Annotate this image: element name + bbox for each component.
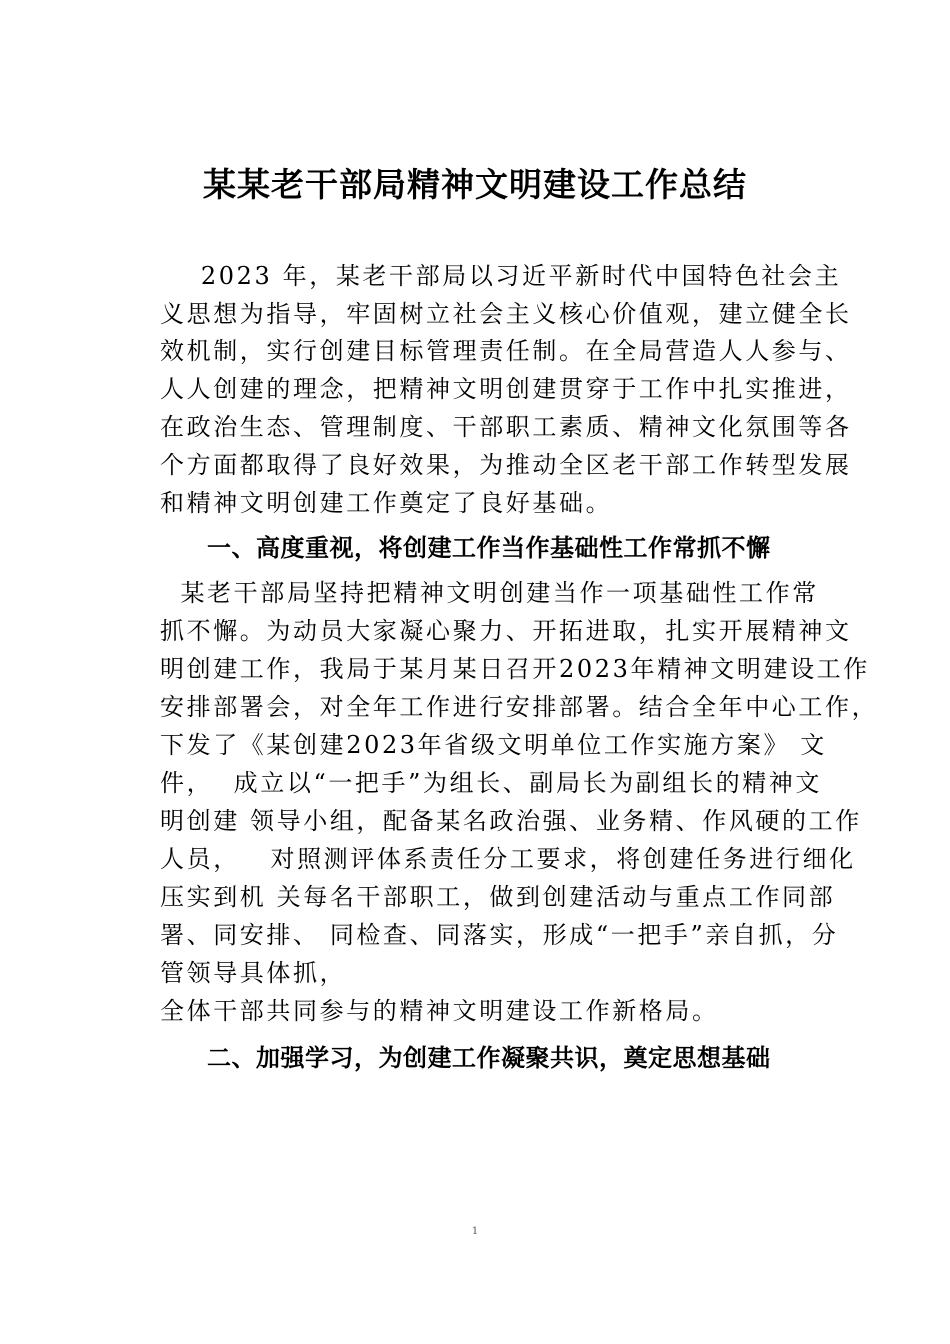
- page-number: 1: [471, 1226, 479, 1237]
- paragraph-line: 效机制，实行创建目标管理责任制。在全局营造人人参与、: [160, 337, 852, 365]
- paragraph-line: 件， 成立以“一把手”为组长、副局长为副组长的精神文: [160, 769, 822, 797]
- paragraph-line: 安排部署会，对全年工作进行安排部署。结合全年中心工作，: [160, 693, 879, 721]
- paragraph-line: 在政治生态、管理制度、干部职工素质、精神文化氛围等各: [160, 413, 852, 441]
- paragraph-line: 明创建 领导小组，配备某名政治强、业务精、作风硬的工作: [160, 807, 862, 835]
- paragraph-line: 管领导具体抓，: [160, 959, 347, 987]
- paragraph-line: 和精神文明创建工作奠定了良好基础。: [160, 489, 613, 517]
- paragraph-line: 署、同安排、 同检查、同落实，形成“一把手”亲自抓，分: [160, 921, 839, 949]
- document-title: 某某老干部局精神文明建设工作总结: [203, 165, 747, 204]
- paragraph-line: 抓不懈。为动员大家凝心聚力、开拓进取，扎实开展精神文: [160, 617, 852, 645]
- section-heading-1: 一、高度重视，将创建工作当作基础性工作常抓不懈: [207, 534, 771, 562]
- paragraph-line: 义思想为指导，牢固树立社会主义核心价值观，建立健全长: [160, 300, 852, 328]
- paragraph-line: 压实到机 关每名干部职工，做到创建活动与重点工作同部: [160, 883, 836, 911]
- paragraph-line: 某老干部局坚持把精神文明创建当作一项基础性工作常: [160, 579, 819, 607]
- paragraph-line: 明创建工作，我局于某月某日召开2023年精神文明建设工作: [160, 655, 870, 683]
- section-heading-2: 二、加强学习，为创建工作凝聚共识，奠定思想基础: [207, 1044, 771, 1072]
- paragraph-line: 人员， 对照测评体系责任分工要求，将创建任务进行细化: [160, 845, 856, 873]
- paragraph-line: 全体干部共同参与的精神文明建设工作新格局。: [160, 997, 719, 1025]
- paragraph-line: 下发了《某创建2023年省级文明单位工作实施方案》 文: [160, 731, 827, 759]
- paragraph-line: 个方面都取得了良好效果，为推动全区老干部工作转型发展: [160, 451, 852, 479]
- paragraph-line: 2023 年，某老干部局以习近平新时代中国特色社会主: [160, 262, 842, 290]
- paragraph-line: 人人创建的理念，把精神文明创建贯穿于工作中扎实推进，: [160, 375, 852, 403]
